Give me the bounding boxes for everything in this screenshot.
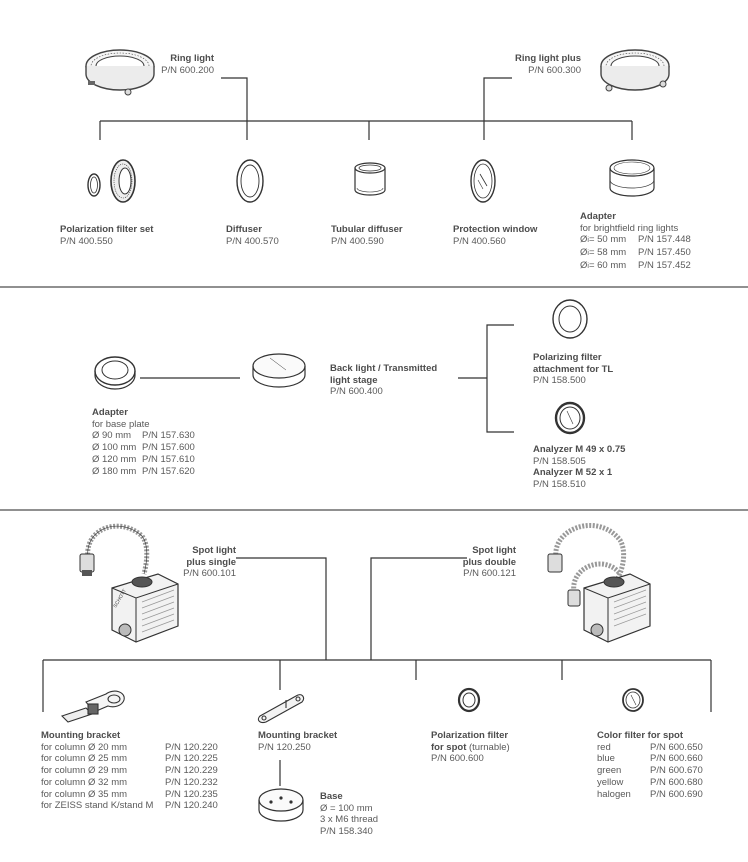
polarizing-filter-pn: P/N 158.500: [533, 375, 586, 387]
protection-window-illustration: [466, 158, 500, 204]
mounting-bracket-2-name: Mounting bracket: [258, 730, 338, 741]
mounting-bracket-row: for column Ø 20 mm P/N 120.220: [41, 741, 218, 753]
base-diameter: Ø = 100 mm: [320, 802, 373, 814]
ring-light-plus-illustration: [597, 44, 677, 100]
adapter-illustration: [606, 156, 658, 202]
adapter-ring-label: [580, 211, 691, 273]
color-filter-row: blue P/N 600.660: [597, 753, 703, 765]
base-thread: 3 x M6 thread: [320, 814, 379, 826]
protection-window-label: [453, 224, 537, 247]
polarizing-filter-line1: Polarizing filter: [533, 352, 602, 363]
polarization-filter-spot-name: Polarization filter: [431, 730, 509, 741]
mounting-bracket-2-label: [258, 730, 337, 753]
color-filter-row: yellow P/N 600.680: [597, 776, 703, 788]
tubular-diffuser-label: [331, 224, 403, 247]
brand-label: SCHOTT: [112, 588, 129, 609]
ring-light-label: [161, 53, 214, 76]
ring-light-pn: P/N 600.200: [161, 64, 214, 76]
adapter-ring-name: Adapter: [580, 211, 616, 222]
mounting-bracket-row: for ZEISS stand K/stand M P/N 120.240: [41, 800, 218, 812]
polarizing-filter-line2: attachment for TL: [533, 363, 614, 375]
tubular-diffuser-name: Tubular diffuser: [331, 224, 403, 235]
diffuser-pn: P/N 400.570: [226, 235, 279, 247]
spot-single-label: [183, 545, 236, 580]
mounting-bracket-list-name: Mounting bracket: [41, 730, 121, 741]
base-plate-adapter-row: Ø 90 mm P/N 157.630: [92, 430, 195, 442]
spot-single-line2: plus single: [186, 556, 236, 568]
mounting-bracket-2-illustration: [256, 690, 308, 724]
color-filter-label: [597, 730, 703, 800]
adapter-ring-size-row: Øi= 58 mm P/N 157.450: [580, 247, 691, 259]
polarization-filter-spot-for: for spot: [431, 741, 467, 753]
mounting-bracket-row: for column Ø 25 mm P/N 120.225: [41, 753, 218, 765]
analyzer-49-pn: P/N 158.505: [533, 455, 586, 467]
polarization-filter-set-label: [60, 224, 153, 247]
ring-light-plus-name: Ring light plus: [515, 53, 581, 64]
analyzer-49-name: Analyzer M 49 x 0.75: [533, 444, 626, 455]
polarizing-filter-illustration: [550, 298, 590, 340]
base-plate-adapter-illustration: [92, 354, 138, 392]
back-light-pn: P/N 600.400: [330, 386, 383, 398]
tubular-diffuser-illustration: [351, 160, 391, 204]
color-filter-name: Color filter for spot: [597, 730, 684, 741]
polarization-filter-spot-label: [431, 730, 510, 765]
diffuser-illustration: [233, 158, 267, 204]
base-label: [320, 791, 378, 838]
spot-single-pn: P/N 600.101: [183, 568, 236, 580]
polarization-filter-spot-turnable: (turnable): [466, 741, 510, 753]
base-plate-adapter-name: Adapter: [92, 407, 128, 418]
base-plate-adapter-label: [92, 407, 195, 477]
diffuser-name: Diffuser: [226, 224, 262, 235]
adapter-ring-size-row: Øi= 60 mm P/N 157.452: [580, 259, 691, 271]
spot-double-line1: Spot light: [472, 545, 516, 556]
spot-light-single-illustration: [70, 518, 190, 653]
spot-double-label: [463, 545, 516, 580]
polarizing-filter-label: [533, 352, 613, 387]
back-light-label: [330, 363, 437, 398]
polarization-filter-set-pn: P/N 400.550: [60, 235, 113, 247]
protection-window-name: Protection window: [453, 224, 538, 235]
adapter-ring-size-row: Øi= 50 mm P/N 157.448: [580, 234, 691, 246]
back-light-line1: Back light / Transmitted: [330, 363, 438, 374]
ring-light-plus-label: [515, 53, 581, 76]
mounting-bracket-2-pn: P/N 120.250: [258, 741, 311, 753]
mounting-bracket-row: for column Ø 35 mm P/N 120.235: [41, 788, 218, 800]
color-filter-row: red P/N 600.650: [597, 741, 703, 753]
base-plate-adapter-row: Ø 100 mm P/N 157.600: [92, 442, 195, 454]
back-light-line2: light stage: [330, 374, 378, 386]
tubular-diffuser-pn: P/N 400.590: [331, 235, 384, 247]
polarization-filter-set-illustration: [82, 158, 142, 204]
analyzer-52-name: Analyzer M 52 x 1: [533, 467, 613, 479]
base-name: Base: [320, 791, 343, 802]
polarization-filter-spot-pn: P/N 600.600: [431, 753, 484, 765]
color-filter-row: halogen P/N 600.690: [597, 788, 703, 800]
base-pn: P/N 158.340: [320, 826, 373, 838]
adapter-ring-desc: for brightfield ring lights: [580, 222, 679, 234]
mounting-bracket-row: for column Ø 32 mm P/N 120.232: [41, 776, 218, 788]
diffuser-label: [226, 224, 279, 247]
spot-double-line2: plus double: [462, 556, 516, 568]
protection-window-pn: P/N 400.560: [453, 235, 506, 247]
analyzer-illustration: [552, 400, 588, 436]
color-filter-row: green P/N 600.670: [597, 765, 703, 777]
base-plate-adapter-desc: for base plate: [92, 418, 150, 430]
color-filter-illustration: [620, 686, 646, 714]
mounting-bracket-list-label: [41, 730, 218, 812]
mounting-bracket-row: for column Ø 29 mm P/N 120.229: [41, 765, 218, 777]
mounting-bracket-illustration: [58, 682, 130, 726]
ring-light-illustration: [80, 44, 160, 100]
base-illustration: [256, 786, 306, 826]
ring-light-name: Ring light: [170, 53, 214, 64]
base-plate-adapter-row: Ø 180 mm P/N 157.620: [92, 465, 195, 477]
analyzer-52-pn: P/N 158.510: [533, 479, 586, 491]
spot-double-pn: P/N 600.121: [463, 568, 516, 580]
ring-light-plus-pn: P/N 600.300: [528, 64, 581, 76]
spot-single-line1: Spot light: [192, 545, 236, 556]
spot-light-double-illustration: [540, 518, 660, 653]
analyzer-label: [533, 444, 625, 491]
polarization-filter-set-name: Polarization filter set: [60, 224, 154, 235]
polarization-filter-spot-illustration: [456, 686, 482, 714]
base-plate-adapter-row: Ø 120 mm P/N 157.610: [92, 453, 195, 465]
back-light-illustration: [250, 350, 310, 394]
